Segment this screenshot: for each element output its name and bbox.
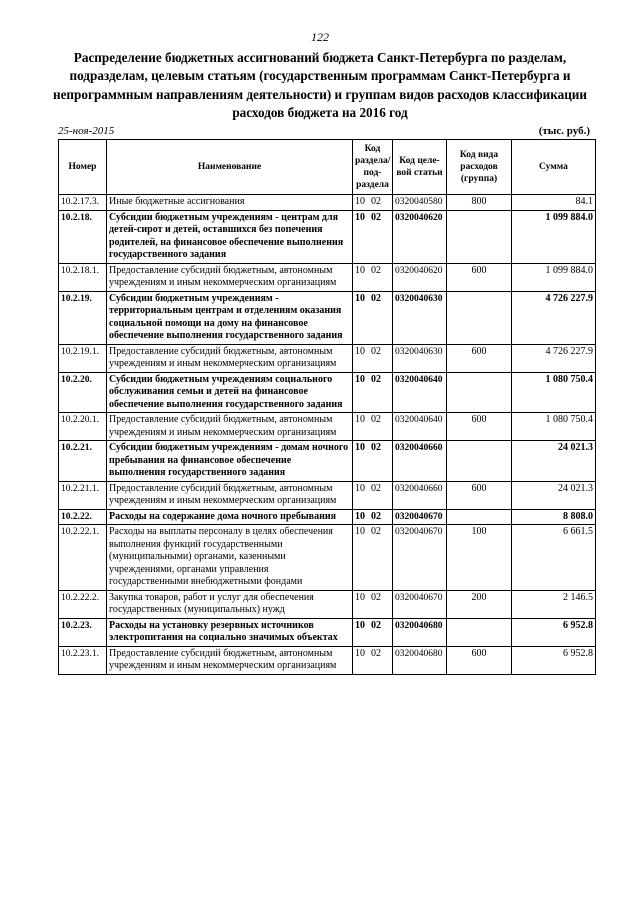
row-csr: 0320040620 xyxy=(393,210,447,263)
row-vr: 800 xyxy=(447,195,512,211)
header-vr: Код вида расходов (группа) xyxy=(447,140,512,195)
row-csr: 0320040680 xyxy=(393,618,447,646)
row-vr: 100 xyxy=(447,525,512,591)
row-csr: 0320040580 xyxy=(393,195,447,211)
row-razdel xyxy=(353,210,393,263)
table-row xyxy=(59,344,596,372)
row-sum: 6 952.8 xyxy=(512,646,596,674)
row-razdel xyxy=(353,413,393,441)
row-name: Расходы на установку резервных источников электропитания на социально значимых объектах xyxy=(107,618,353,646)
table-row xyxy=(59,481,596,509)
row-sum: 2 146.5 xyxy=(512,590,596,618)
row-vr: 600 xyxy=(447,263,512,291)
table-row xyxy=(59,509,596,525)
row-razdel-code: 10 xyxy=(355,196,365,207)
row-sum: 4 726 227.9 xyxy=(512,291,596,344)
row-razdel-code: 10 xyxy=(355,211,365,223)
row-vr: 600 xyxy=(447,344,512,372)
row-razdel xyxy=(353,618,393,646)
row-vr xyxy=(447,210,512,263)
row-number: 10.2.18.1. xyxy=(59,263,107,291)
row-podrazdel-code: 02 xyxy=(371,526,381,537)
row-razdel-code: 10 xyxy=(355,591,365,603)
row-razdel xyxy=(353,481,393,509)
row-podrazdel-code: 02 xyxy=(371,442,381,453)
row-sum: 24 021.3 xyxy=(512,441,596,482)
row-razdel xyxy=(353,344,393,372)
row-name: Иные бюджетные ассигнования xyxy=(107,195,353,211)
row-name: Расходы на содержание дома ночного пребывания xyxy=(107,509,353,525)
row-sum: 6 661.5 xyxy=(512,525,596,591)
row-razdel xyxy=(353,291,393,344)
row-podrazdel-code: 02 xyxy=(371,373,381,385)
header-razdel: Код раздела/ под- раздела xyxy=(353,140,393,195)
row-razdel xyxy=(353,372,393,413)
document-title: Распределение бюджетных ассигнований бюджета Санкт-Петербурга по разделам, подразделам, целевым статьям (государственным программам Санкт-Петербурга и непрограммным направлениям деятельности) и группам видов расходов классификации расходов бюджета на 2016 год xyxy=(52,50,587,121)
row-name: Предоставление субсидий бюджетным, автономным учреждениям и иным некоммерческим организациям xyxy=(107,263,353,291)
table-row xyxy=(59,263,596,291)
row-number: 10.2.23.1. xyxy=(59,646,107,674)
table-row xyxy=(59,413,596,441)
row-csr: 0320040630 xyxy=(393,291,447,344)
row-razdel-code: 10 xyxy=(355,619,365,631)
table-header-row xyxy=(59,140,596,195)
row-razdel-code: 10 xyxy=(355,526,365,537)
row-number: 10.2.22.2. xyxy=(59,590,107,618)
table-row xyxy=(59,210,596,263)
row-razdel xyxy=(353,525,393,591)
row-razdel xyxy=(353,646,393,674)
row-sum: 84.1 xyxy=(512,195,596,211)
table-row xyxy=(59,525,596,591)
row-podrazdel-code: 02 xyxy=(371,264,381,276)
table-row xyxy=(59,372,596,413)
row-csr: 0320040670 xyxy=(393,525,447,591)
row-csr: 0320040670 xyxy=(393,509,447,525)
row-number: 10.2.20. xyxy=(59,372,107,413)
header-sum: Сумма xyxy=(512,140,596,195)
document-date: 25-ноя-2015 xyxy=(58,125,115,137)
row-csr: 0320040620 xyxy=(393,263,447,291)
row-razdel-code: 10 xyxy=(355,482,365,494)
row-csr: 0320040640 xyxy=(393,413,447,441)
row-razdel xyxy=(353,195,393,211)
row-number: 10.2.23. xyxy=(59,618,107,646)
row-name: Предоставление субсидий бюджетным, автономным учреждениям и иным некоммерческим организациям xyxy=(107,481,353,509)
row-csr: 0320040670 xyxy=(393,590,447,618)
row-podrazdel-code: 02 xyxy=(371,591,381,603)
row-sum: 24 021.3 xyxy=(512,481,596,509)
row-sum: 1 080 750.4 xyxy=(512,413,596,441)
row-name: Предоставление субсидий бюджетным, автономным учреждениям и иным некоммерческим организациям xyxy=(107,646,353,674)
row-vr: 600 xyxy=(447,481,512,509)
row-number: 10.2.22. xyxy=(59,509,107,525)
table-row xyxy=(59,195,596,211)
row-sum: 1 099 884.0 xyxy=(512,263,596,291)
row-name: Субсидии бюджетным учреждениям - территориальным центрам и отделениям оказания социальной помощи на дому на финансовое обеспечение выполнения государственного задания xyxy=(107,291,353,344)
table-row xyxy=(59,441,596,482)
row-vr: 600 xyxy=(447,646,512,674)
header-csr: Код целе- вой статьи xyxy=(393,140,447,195)
row-number: 10.2.19.1. xyxy=(59,344,107,372)
row-razdel-code: 10 xyxy=(355,345,365,357)
row-csr: 0320040640 xyxy=(393,372,447,413)
row-sum: 6 952.8 xyxy=(512,618,596,646)
row-razdel xyxy=(353,509,393,525)
row-razdel xyxy=(353,441,393,482)
row-name: Расходы на выплаты персоналу в целях обеспечения выполнения функций государственными (муниципальными) органами, казенными учреждениями, органами управления государственными внебюджетными фондами xyxy=(107,525,353,591)
row-vr xyxy=(447,291,512,344)
row-name: Субсидии бюджетным учреждениям социального обслуживания семьи и детей на финансовое обеспечение выполнения государственного задания xyxy=(107,372,353,413)
row-csr: 0320040680 xyxy=(393,646,447,674)
header-number: Номер xyxy=(59,140,107,195)
budget-table xyxy=(58,139,596,675)
row-vr xyxy=(447,618,512,646)
table-row xyxy=(59,291,596,344)
row-razdel-code: 10 xyxy=(355,647,365,659)
row-vr: 200 xyxy=(447,590,512,618)
row-number: 10.2.21. xyxy=(59,441,107,482)
row-podrazdel-code: 02 xyxy=(371,211,381,223)
row-razdel-code: 10 xyxy=(355,292,365,304)
row-number: 10.2.22.1. xyxy=(59,525,107,591)
row-vr: 600 xyxy=(447,413,512,441)
row-sum: 4 726 227.9 xyxy=(512,344,596,372)
row-csr: 0320040660 xyxy=(393,441,447,482)
row-razdel-code: 10 xyxy=(355,373,365,385)
row-name: Предоставление субсидий бюджетным, автономным учреждениям и иным некоммерческим организациям xyxy=(107,413,353,441)
row-razdel-code: 10 xyxy=(355,510,365,522)
row-podrazdel-code: 02 xyxy=(371,196,381,207)
row-podrazdel-code: 02 xyxy=(371,345,381,357)
row-podrazdel-code: 02 xyxy=(371,482,381,494)
row-razdel-code: 10 xyxy=(355,264,365,276)
row-vr xyxy=(447,441,512,482)
table-row xyxy=(59,590,596,618)
row-razdel-code: 10 xyxy=(355,442,365,453)
row-sum: 1 099 884.0 xyxy=(512,210,596,263)
row-podrazdel-code: 02 xyxy=(371,292,381,304)
row-name: Субсидии бюджетным учреждениям - домам ночного пребывания на финансовое обеспечение выполнения государственного задания xyxy=(107,441,353,482)
row-name: Предоставление субсидий бюджетным, автономным учреждениям и иным некоммерческим организациям xyxy=(107,344,353,372)
table-row xyxy=(59,618,596,646)
page-number: 122 xyxy=(311,30,329,44)
row-number: 10.2.17.3. xyxy=(59,195,107,211)
row-name: Закупка товаров, работ и услуг для обеспечения государственных (муниципальных) нужд xyxy=(107,590,353,618)
table-row xyxy=(59,646,596,674)
row-podrazdel-code: 02 xyxy=(371,510,381,522)
row-sum: 1 080 750.4 xyxy=(512,372,596,413)
row-csr: 0320040630 xyxy=(393,344,447,372)
row-razdel xyxy=(353,590,393,618)
row-number: 10.2.21.1. xyxy=(59,481,107,509)
row-podrazdel-code: 02 xyxy=(371,647,381,659)
row-number: 10.2.18. xyxy=(59,210,107,263)
row-podrazdel-code: 02 xyxy=(371,619,381,631)
header-name: Наименование xyxy=(107,140,353,195)
row-name: Субсидии бюджетным учреждениям - центрам для детей-сирот и детей, оставшихся без попечения родителей, на финансовое обеспечение выполнения государственного задания xyxy=(107,210,353,263)
row-vr xyxy=(447,372,512,413)
row-csr: 0320040660 xyxy=(393,481,447,509)
row-razdel xyxy=(353,263,393,291)
row-vr xyxy=(447,509,512,525)
row-sum: 8 808.0 xyxy=(512,509,596,525)
row-number: 10.2.19. xyxy=(59,291,107,344)
row-razdel-code: 10 xyxy=(355,414,365,425)
row-podrazdel-code: 02 xyxy=(371,414,381,425)
units-label: (тыс. руб.) xyxy=(538,125,590,137)
row-number: 10.2.20.1. xyxy=(59,413,107,441)
